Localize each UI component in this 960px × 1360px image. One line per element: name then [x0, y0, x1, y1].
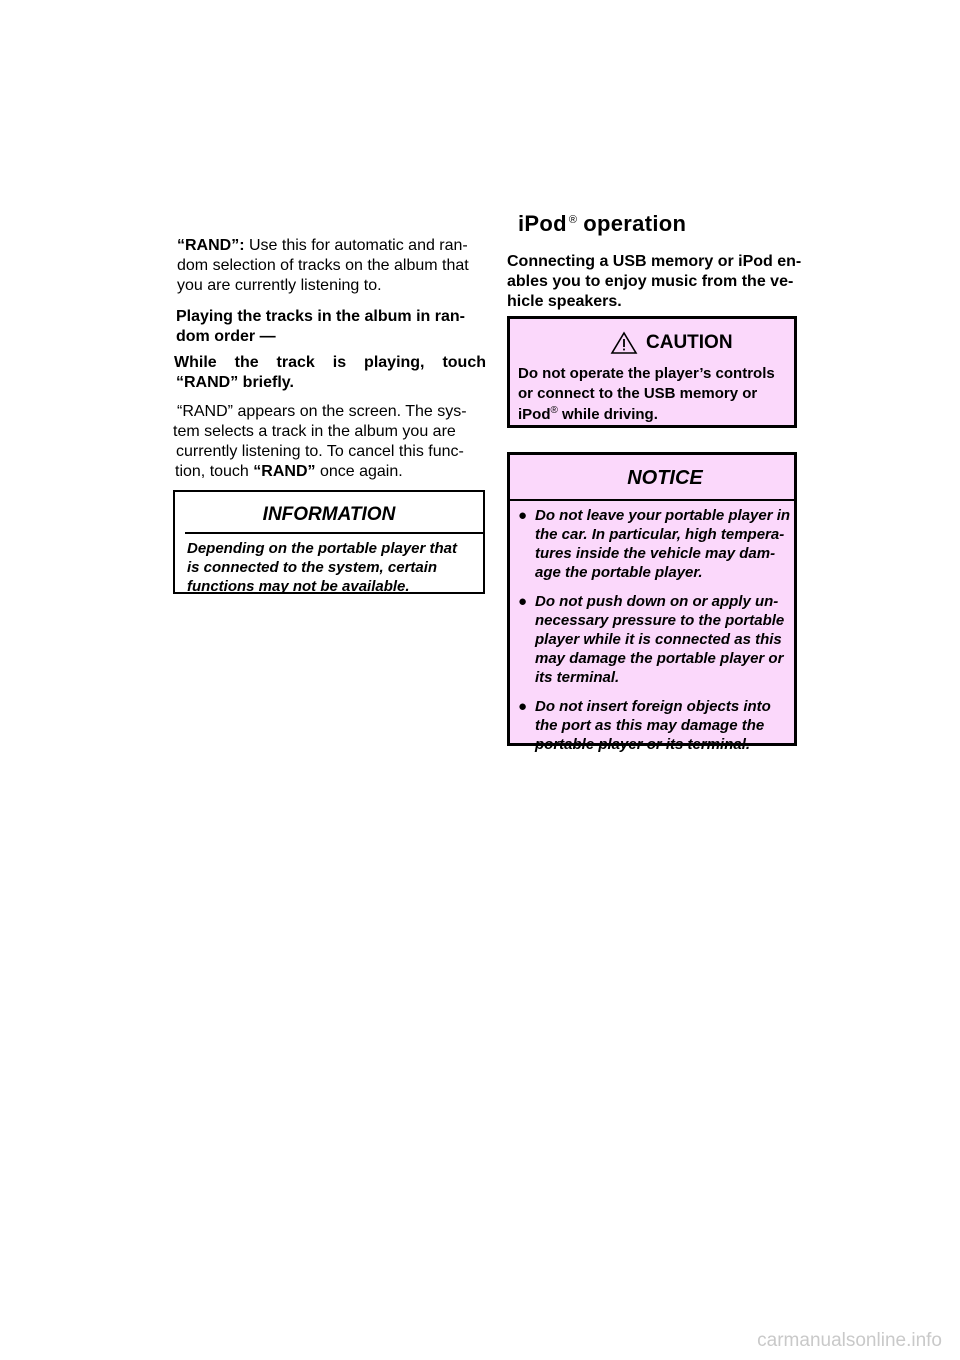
- notice-item-1-line-4: age the portable player.: [535, 564, 703, 581]
- rand-line-1: “RAND”: Use this for automatic and ran-: [177, 237, 468, 254]
- bullet-icon: ●: [518, 507, 528, 524]
- caution-box: [507, 316, 797, 428]
- information-box: [173, 490, 485, 594]
- body-line-1: “RAND” appears on the screen. The sys-: [177, 403, 467, 420]
- heading-line-1: Playing the tracks in the album in ran-: [176, 308, 465, 325]
- notice-box: [507, 452, 797, 753]
- instruction-line-2: “RAND” briefly.: [176, 374, 294, 391]
- notice-item-1-line-1: Do not leave your portable player in: [535, 507, 791, 524]
- watermark: carmanualsonline.info: [757, 1330, 942, 1351]
- notice-item-3-line-2: the port as this may damage the: [535, 717, 765, 734]
- instruction-line-1: While the track is playing, touch: [174, 354, 486, 371]
- intro-line-2: ables you to enjoy music from the ve-: [507, 273, 794, 290]
- information-title: INFORMATION: [262, 504, 396, 525]
- caution-title: CAUTION: [646, 332, 733, 353]
- information-divider: [185, 532, 483, 534]
- notice-item-3-line-1: Do not insert foreign objects into: [535, 698, 771, 715]
- caution-line-1: Do not operate the player’s controls: [518, 365, 775, 382]
- body-line-2: tem selects a track in the album you are: [173, 423, 456, 440]
- caution-header: [610, 331, 733, 355]
- information-line-3: functions may not be available.: [187, 578, 410, 595]
- notice-item-3-line-3: portable player or its terminal.: [535, 736, 751, 753]
- bullet-icon: ●: [518, 698, 528, 715]
- notice-divider: [510, 499, 794, 501]
- notice-item-2-line-4: may damage the portable player or: [535, 650, 784, 667]
- section-title: iPod ® operation: [518, 211, 687, 236]
- intro-line-3: hicle speakers.: [507, 293, 622, 310]
- right-column: [507, 205, 802, 753]
- rand-line-2: dom selection of tracks on the album that: [177, 257, 469, 274]
- notice-item-2-line-1: Do not push down on or apply un-: [535, 593, 779, 610]
- body-line-4: tion, touch “RAND” once again.: [175, 463, 403, 480]
- information-line-2: is connected to the system, certain: [187, 559, 438, 576]
- bullet-icon: ●: [518, 593, 528, 610]
- intro-line-1: Connecting a USB memory or iPod en-: [507, 253, 802, 270]
- left-column: [173, 236, 489, 596]
- heading-line-2: dom order —: [176, 328, 276, 345]
- registered-mark: ®: [550, 405, 558, 416]
- information-line-1: Depending on the portable player that: [187, 540, 458, 557]
- warning-triangle-icon: [610, 331, 638, 355]
- rand-line-3: you are currently listening to.: [177, 277, 382, 294]
- notice-item-2-line-5: its terminal.: [535, 669, 620, 686]
- notice-item-1-line-2: the car. In particular, high tempera-: [535, 526, 785, 543]
- caution-line-2: or connect to the USB memory or: [518, 385, 758, 402]
- caution-line-3: iPod® while driving.: [518, 405, 658, 423]
- notice-item-2-line-2: necessary pressure to the portable: [535, 612, 785, 629]
- body-line-3: currently listening to. To cancel this func-: [176, 443, 464, 460]
- notice-item-1-line-3: tures inside the vehicle may dam-: [535, 545, 776, 562]
- registered-mark: ®: [568, 213, 578, 226]
- notice-title: NOTICE: [627, 467, 703, 489]
- notice-item-2-line-3: player while it is connected as this: [535, 631, 782, 648]
